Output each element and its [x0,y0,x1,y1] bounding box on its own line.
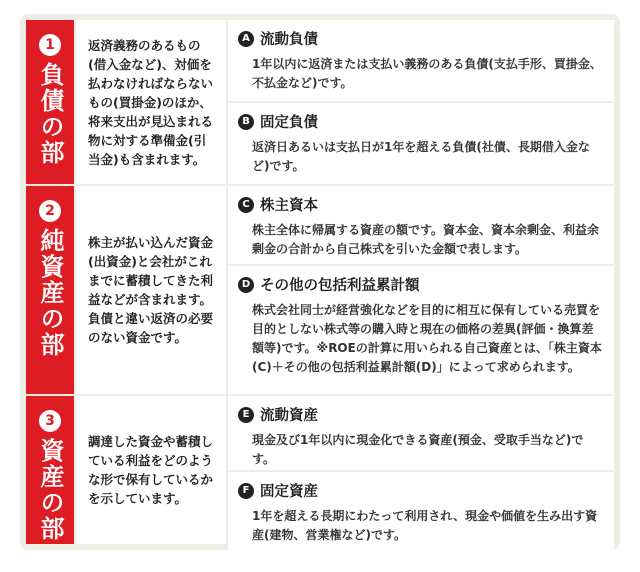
section-net-assets [26,186,614,394]
item-body: 株主全体に帰属する資産の額です。資本金、資本余剰金、利益余剰金の合計から自己株式を引いた金額で表します。 [252,223,600,256]
section-assets [26,396,614,544]
item-heading: 流動資産 [260,408,318,424]
section-liabilities [26,20,614,184]
item-body: 1年以内に返済または支払い義務のある負債(支払手形、買掛金、不払金など)です。 [252,57,602,90]
section-number: 3 [39,410,61,432]
section-number: 2 [39,200,61,222]
badge-a-icon: A [238,31,254,47]
item-heading: 株主資本 [260,198,318,214]
section-label [26,20,74,184]
section-description: 株主が払い込んだ資金(出資金)と会社がこれまでに蓄積してきた利益などが含まれます。負債と違い返済の必要のない資金です。 [76,186,226,394]
balance-sheet-table [20,14,620,550]
badge-c-icon: C [238,197,254,213]
section-title: 純資産の部 [36,228,64,358]
item-shareholders-equity [228,186,614,264]
item-body: 株式会社同士が経営強化などを目的に相互に保有している売買を目的としない株式等の購入時と現在の価格の差異(評価・換算差額等)です。※ROEの計算に用いられる自己資産とは、「株主資本(C)＋その他の包括利益累計額(D)」によって求められます。 [252,303,602,374]
section-number: 1 [39,34,61,56]
item-heading: その他の包括利益累計額 [260,278,420,294]
item-fixed-liabilities [228,103,614,184]
item-body: 返済日あるいは支払日が1年を超える負債(社債、長期借入金など)です。 [252,140,590,173]
item-body: 1年を超える長期にわたって利用され、現金や価値を生み出す資産(建物、営業権など)です。 [252,509,598,542]
badge-e-icon: E [238,407,254,423]
section-items [228,20,614,184]
section-items [228,186,614,394]
badge-d-icon: D [238,277,254,293]
section-description: 調達した資金や蓄積している利益をどのような形で保有しているかを示しています。 [76,396,226,544]
section-title: 負債の部 [36,62,64,166]
item-heading: 固定負債 [260,115,318,131]
badge-b-icon: B [238,114,254,130]
section-description: 返済義務のあるもの(借入金など)、対価を払わなければならないもの(買掛金)のほか、将来支出が見込まれる物に対する準備金(引当金)も含まれます。 [76,20,226,184]
section-label [26,396,74,544]
badge-f-icon: F [238,483,254,499]
section-title: 資産の部 [36,438,64,542]
item-accumulated-other-comprehensive-income [228,266,614,394]
item-current-assets [228,396,614,470]
item-heading: 流動負債 [260,32,318,48]
item-fixed-assets [228,472,614,551]
item-body: 現金及び1年以内に現金化できる資産(預金、受取手当など)です。 [252,433,584,466]
item-heading: 固定資産 [260,484,318,500]
item-current-liabilities [228,20,614,101]
section-items [228,396,614,544]
section-label [26,186,74,394]
